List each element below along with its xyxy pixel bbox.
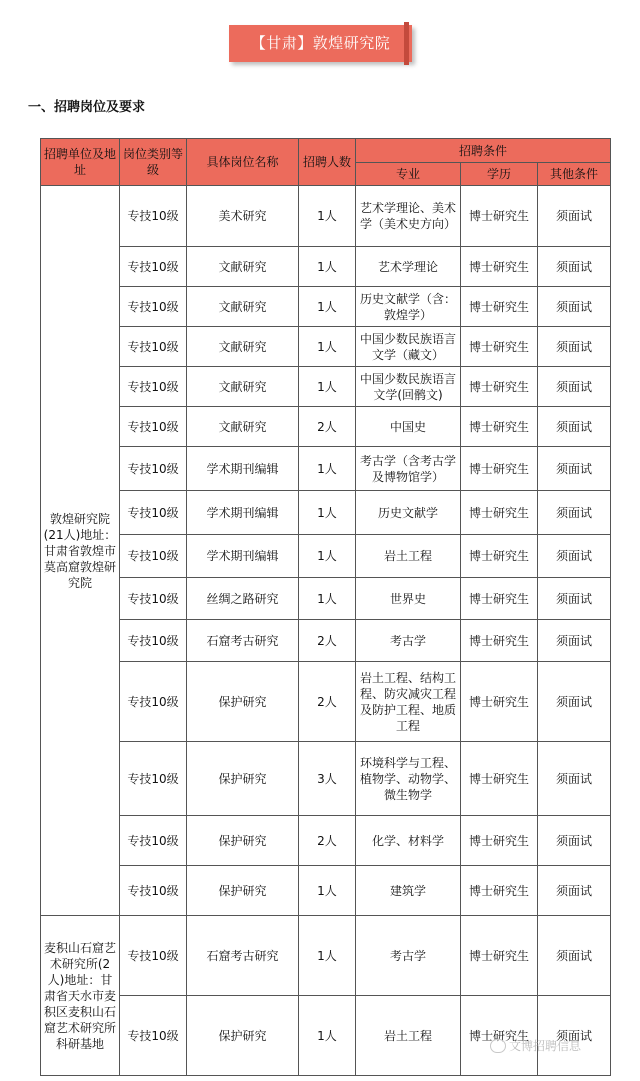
major-cell: 考古学 (356, 916, 461, 996)
table-row (41, 186, 611, 247)
header-other: 其他条件 (538, 163, 611, 186)
education-cell: 博士研究生 (461, 662, 538, 742)
category-cell: 专技10级 (120, 287, 187, 327)
table-row (41, 742, 611, 816)
other-cell: 须面试 (538, 447, 611, 491)
education-cell: 博士研究生 (461, 816, 538, 866)
position-cell: 保护研究 (187, 996, 299, 1076)
count-cell: 1人 (299, 287, 356, 327)
other-cell: 须面试 (538, 407, 611, 447)
count-cell: 1人 (299, 447, 356, 491)
other-cell: 须面试 (538, 535, 611, 578)
other-cell: 须面试 (538, 367, 611, 407)
major-cell: 化学、材料学 (356, 816, 461, 866)
table-row (41, 535, 611, 578)
category-cell: 专技10级 (120, 247, 187, 287)
major-cell: 岩土工程 (356, 996, 461, 1076)
education-cell: 博士研究生 (461, 578, 538, 620)
major-cell: 岩土工程、结构工程、防灾减灾工程及防护工程、地质工程 (356, 662, 461, 742)
category-cell: 专技10级 (120, 491, 187, 535)
title-accent-bar (404, 22, 409, 65)
education-cell: 博士研究生 (461, 247, 538, 287)
major-cell: 环境科学与工程、植物学、动物学、微生物学 (356, 742, 461, 816)
category-cell: 专技10级 (120, 407, 187, 447)
count-cell: 1人 (299, 247, 356, 287)
header-major: 专业 (356, 163, 461, 186)
table-row (41, 247, 611, 287)
position-cell: 文献研究 (187, 327, 299, 367)
position-cell: 保护研究 (187, 742, 299, 816)
category-cell: 专技10级 (120, 916, 187, 996)
watermark (490, 1037, 581, 1054)
recruitment-table (40, 138, 611, 1076)
category-cell: 专技10级 (120, 447, 187, 491)
education-cell: 博士研究生 (461, 996, 538, 1076)
education-cell: 博士研究生 (461, 287, 538, 327)
education-cell: 博士研究生 (461, 620, 538, 662)
education-cell: 博士研究生 (461, 866, 538, 916)
major-cell: 建筑学 (356, 866, 461, 916)
other-cell: 须面试 (538, 742, 611, 816)
other-cell: 须面试 (538, 287, 611, 327)
table-row (41, 367, 611, 407)
position-cell: 文献研究 (187, 287, 299, 327)
count-cell: 1人 (299, 916, 356, 996)
count-cell: 1人 (299, 578, 356, 620)
education-cell: 博士研究生 (461, 491, 538, 535)
other-cell: 须面试 (538, 247, 611, 287)
major-cell: 历史文献学（含：敦煌学） (356, 287, 461, 327)
education-cell: 博士研究生 (461, 367, 538, 407)
table-row (41, 866, 611, 916)
category-cell: 专技10级 (120, 535, 187, 578)
major-cell: 历史文献学 (356, 491, 461, 535)
position-cell: 保护研究 (187, 816, 299, 866)
category-cell: 专技10级 (120, 742, 187, 816)
count-cell: 2人 (299, 816, 356, 866)
other-cell: 须面试 (538, 186, 611, 247)
other-cell: 须面试 (538, 491, 611, 535)
header-conditions: 招聘条件 (356, 139, 611, 163)
table-row (41, 447, 611, 491)
unit-cell: 麦积山石窟艺术研究所(2人)地址：甘肃省天水市麦积区麦积山石窟艺术研究所科研基地 (41, 916, 120, 1076)
count-cell: 1人 (299, 327, 356, 367)
table-row (41, 491, 611, 535)
table-row (41, 916, 611, 996)
category-cell: 专技10级 (120, 327, 187, 367)
other-cell: 须面试 (538, 620, 611, 662)
major-cell: 艺术学理论、美术学（美术史方向） (356, 186, 461, 247)
table-row (41, 816, 611, 866)
position-cell: 文献研究 (187, 367, 299, 407)
major-cell: 考古学（含考古学及博物馆学） (356, 447, 461, 491)
position-cell: 美术研究 (187, 186, 299, 247)
header-category: 岗位类别等级 (120, 139, 187, 186)
position-cell: 学术期刊编辑 (187, 535, 299, 578)
other-cell: 须面试 (538, 816, 611, 866)
count-cell: 1人 (299, 367, 356, 407)
count-cell: 1人 (299, 186, 356, 247)
position-cell: 石窟考古研究 (187, 916, 299, 996)
education-cell: 博士研究生 (461, 535, 538, 578)
table-row (41, 662, 611, 742)
category-cell: 专技10级 (120, 662, 187, 742)
count-cell: 1人 (299, 491, 356, 535)
section-heading: 一、招聘岗位及要求 (28, 100, 146, 115)
count-cell: 1人 (299, 535, 356, 578)
other-cell: 须面试 (538, 578, 611, 620)
category-cell: 专技10级 (120, 620, 187, 662)
header-education: 学历 (461, 163, 538, 186)
major-cell: 中国史 (356, 407, 461, 447)
header-count: 招聘人数 (299, 139, 356, 186)
position-cell: 保护研究 (187, 662, 299, 742)
major-cell: 艺术学理论 (356, 247, 461, 287)
education-cell: 博士研究生 (461, 447, 538, 491)
major-cell: 中国少数民族语言文学(回鹘文) (356, 367, 461, 407)
category-cell: 专技10级 (120, 816, 187, 866)
table-row (41, 578, 611, 620)
table-row (41, 620, 611, 662)
other-cell: 须面试 (538, 662, 611, 742)
education-cell: 博士研究生 (461, 407, 538, 447)
major-cell: 考古学 (356, 620, 461, 662)
position-cell: 学术期刊编辑 (187, 491, 299, 535)
major-cell: 世界史 (356, 578, 461, 620)
category-cell: 专技10级 (120, 578, 187, 620)
position-cell: 学术期刊编辑 (187, 447, 299, 491)
other-cell: 须面试 (538, 866, 611, 916)
position-cell: 文献研究 (187, 407, 299, 447)
table-body (41, 186, 611, 1076)
position-cell: 保护研究 (187, 866, 299, 916)
watermark-text: 文博招聘信息 (509, 1039, 582, 1053)
unit-cell: 敦煌研究院(21人)地址：甘肃省敦煌市莫高窟敦煌研究院 (41, 186, 120, 916)
category-cell: 专技10级 (120, 866, 187, 916)
count-cell: 2人 (299, 620, 356, 662)
education-cell: 博士研究生 (461, 916, 538, 996)
major-cell: 中国少数民族语言文学（藏文） (356, 327, 461, 367)
count-cell: 1人 (299, 866, 356, 916)
position-cell: 丝绸之路研究 (187, 578, 299, 620)
table-row (41, 407, 611, 447)
header-position: 具体岗位名称 (187, 139, 299, 186)
major-cell: 岩土工程 (356, 535, 461, 578)
table-row (41, 327, 611, 367)
count-cell: 3人 (299, 742, 356, 816)
education-cell: 博士研究生 (461, 186, 538, 247)
header-unit: 招聘单位及地址 (41, 139, 120, 186)
table-row (41, 287, 611, 327)
position-cell: 石窟考古研究 (187, 620, 299, 662)
page-title: 【甘肃】敦煌研究院 (229, 25, 412, 62)
category-cell: 专技10级 (120, 996, 187, 1076)
category-cell: 专技10级 (120, 367, 187, 407)
position-cell: 文献研究 (187, 247, 299, 287)
category-cell: 专技10级 (120, 186, 187, 247)
count-cell: 2人 (299, 407, 356, 447)
other-cell: 须面试 (538, 996, 611, 1076)
other-cell: 须面试 (538, 327, 611, 367)
education-cell: 博士研究生 (461, 327, 538, 367)
count-cell: 1人 (299, 996, 356, 1076)
education-cell: 博士研究生 (461, 742, 538, 816)
chat-bubble-icon (490, 1039, 506, 1053)
other-cell: 须面试 (538, 916, 611, 996)
count-cell: 2人 (299, 662, 356, 742)
table-row (41, 996, 611, 1076)
